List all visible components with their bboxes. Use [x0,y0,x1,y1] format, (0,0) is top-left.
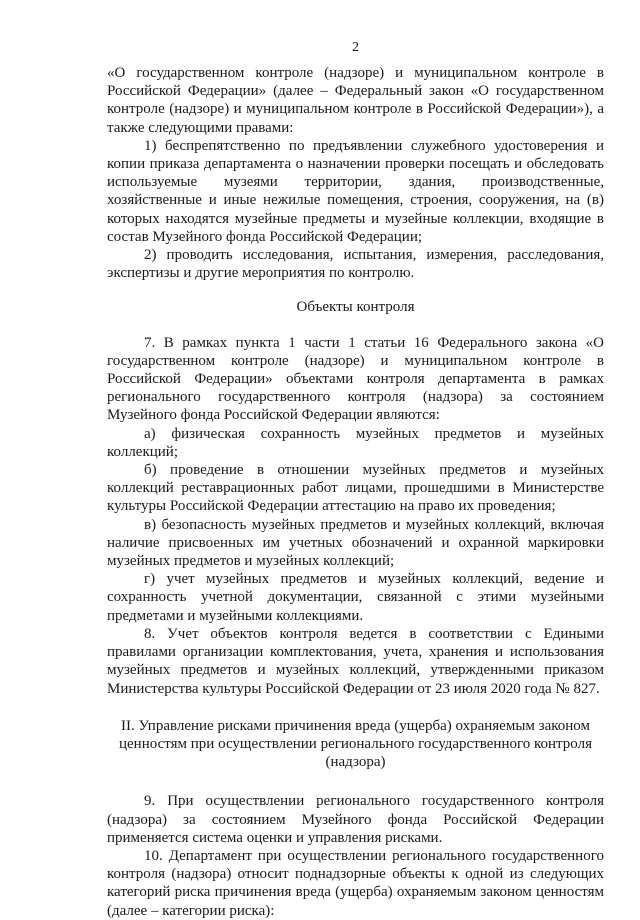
paragraph-7v: в) безопасность музейных предметов и музейных коллекций, включая наличие присвоенных им учетных обозначений и охранной маркировки музейных предметов и музейных коллекций; [107,516,604,570]
page-number: 2 [352,40,359,55]
document-body [107,64,604,920]
paragraph-10: 10. Департамент при осуществлении регионального государственного контроля (надзора) относит поднадзорные объекты к одной из следующих категорий риска причинения вреда (ущерба) охраняемым законом ценностям (далее – категории риска): [107,847,604,919]
paragraph-7b: б) проведение в отношении музейных предметов и музейных коллекций реставрационных работ лицами, прошедшими в Министерстве культуры Российской Федерации аттестацию на право их проведения; [107,462,604,515]
paragraph-9: 9. При осуществлении регионального государственного контроля (надзора) за состоянием Музейного фонда Российской Федерации применяется система оценки и управления рисками. [107,793,604,846]
paragraph-7g: г) учет музейных предметов и музейных коллекций, ведение и сохранность учетной документации, связанной с этими музейными предметами и музейными коллекциями. [107,571,604,624]
heading-section-2-risk-management: II. Управление рисками причинения вреда (ущерба) охраняемым законом ценностям при осуществлении регионального государственного контроля (надзора) [119,717,592,771]
paragraph-7a: а) физическая сохранность музейных предметов и музейных коллекций; [107,425,604,460]
paragraph-right-1: 1) беспрепятственно по предъявлении служебного удостоверения и копии приказа департамента о назначении проверки посещать и обследовать используемые музеями территории, здания, производственные, хозяйственные и иные нежилые помещения, строения, сооружения, на (в) которых находятся музейные предметы и музейные коллекции, входящие в состав Музейного фонда Российской Федерации; [107,137,604,245]
paragraph-law-continuation: «О государственном контроле (надзоре) и муниципальном контроле в Российской Федерации» (далее – Федеральный закон «О государственном контроле (надзоре) и муниципальном контроле в Российской Федерации»), а также следующими правами: [107,65,604,136]
paragraph-8: 8. Учет объектов контроля ведется в соответствии с Едиными правилами организации комплектования, учета, хранения и использования музейных предметов и музейных коллекций, утвержденными приказом Министерства культуры Российской Федерации от 23 июля 2020 года № 827. [107,625,604,697]
paragraph-right-2: 2) проводить исследования, испытания, измерения, расследования, экспертизы и другие мероприятия по контролю. [107,247,604,282]
paragraph-7: 7. В рамках пункта 1 части 1 статьи 16 Федерального закона «О государственном контроле (надзоре) и муниципальном контроле в Российской Федерации» объектами контроля департамента в рамках регионального государственного контроля (надзора) за состоянием Музейного фонда Российской Федерации являются: [107,334,604,424]
heading-control-objects: Объекты контроля [296,299,415,316]
